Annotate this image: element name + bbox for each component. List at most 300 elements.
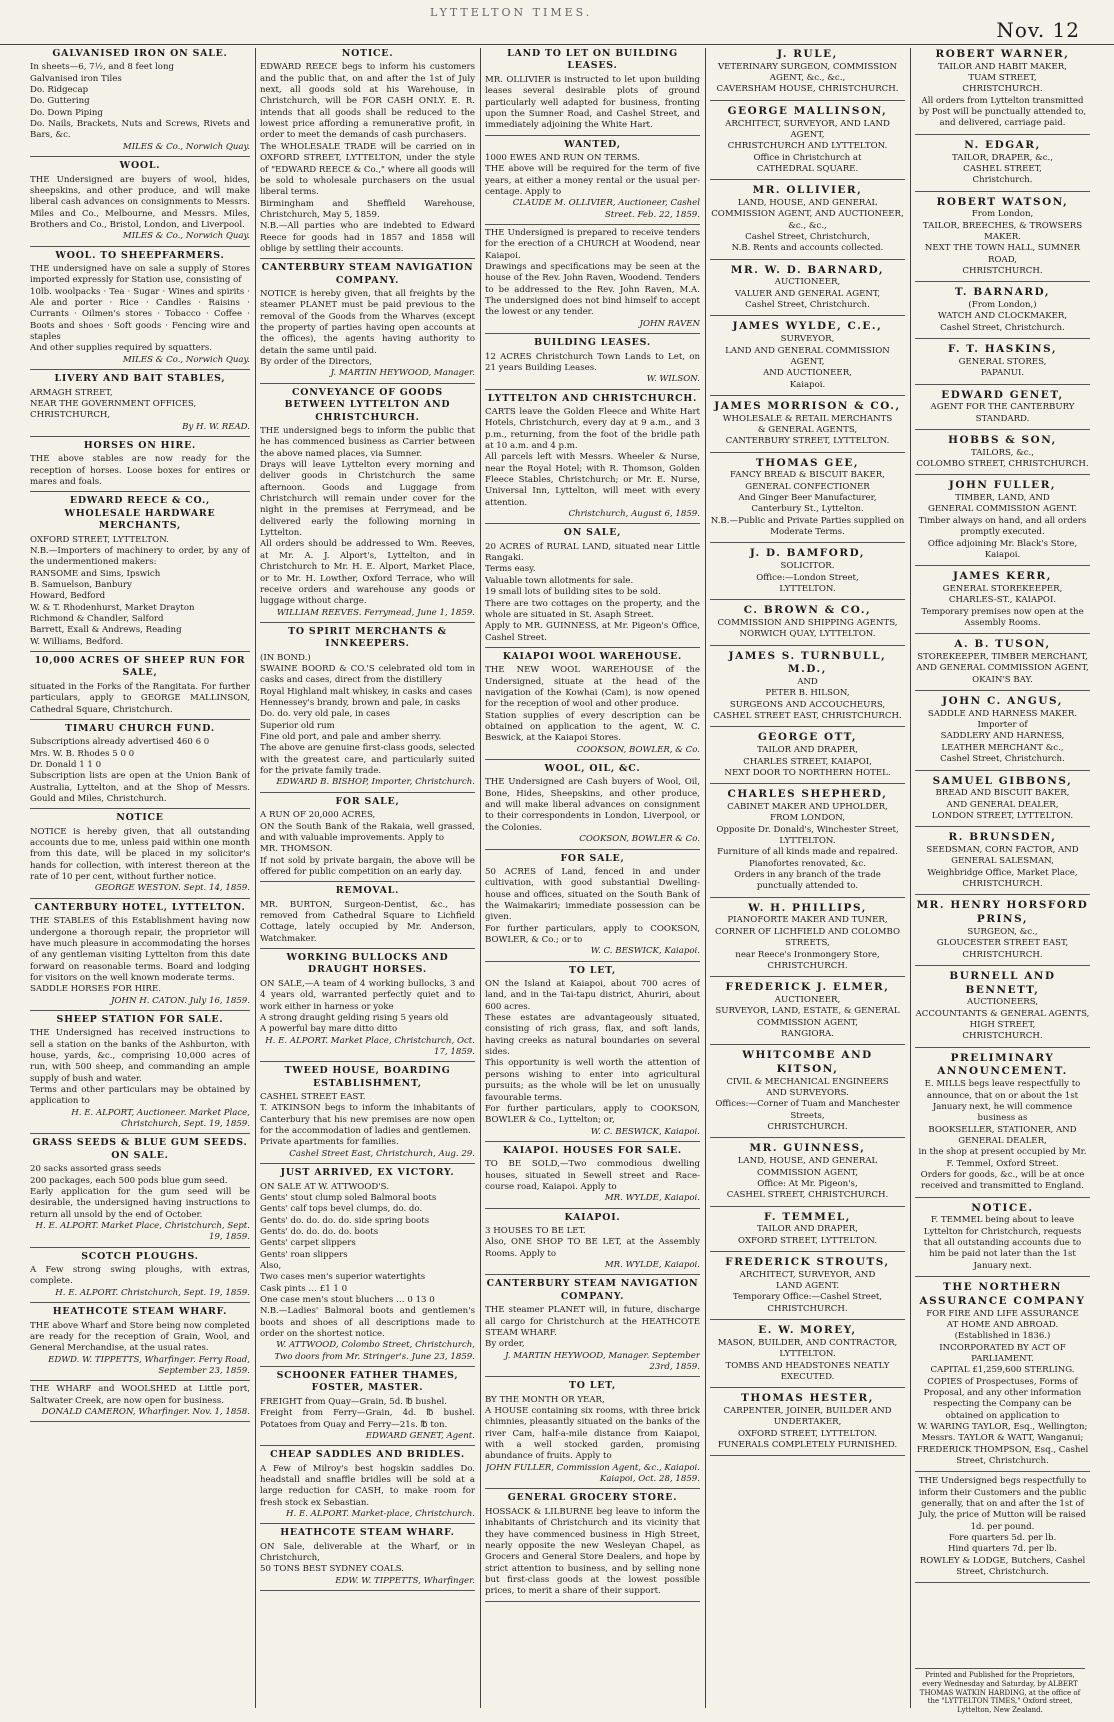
advertisement: [30, 902, 250, 1011]
ad-heading: TWEED HOUSE, BOARDING ESTABLISHMENT,: [284, 1065, 451, 1089]
ad-text: MR. BURTON, Surgeon-Dentist, &c., has removed from Cathedral Square to Lichfield Cottage, lately occupied by Mr. Anderson, Watchmaker.: [260, 899, 475, 944]
ad-heading: LIVERY AND BAIT STABLES,: [54, 373, 226, 385]
card-text: MAKER.: [984, 231, 1021, 242]
ad-text: Do. Nails, Brackets, Nuts and Screws, Rivets and Bars, &c.: [30, 119, 250, 141]
ad-signature: MR. WYLDE, Kaiapoi.: [604, 1260, 700, 1271]
business-card: [710, 547, 905, 600]
business-card: [915, 286, 1090, 339]
card-text: AUCTIONEER,: [774, 277, 841, 288]
card-text: CHRISTCHURCH.: [962, 949, 1043, 960]
ad-signature: H. E. ALPORT. Market-place, Christchurch.: [285, 1509, 475, 1520]
card-name: JOHN FULLER,: [948, 479, 1057, 492]
ad-heading: KAIAPOI WOOL WAREHOUSE.: [502, 650, 683, 662]
card-text: CASHEL STREET,: [963, 163, 1042, 174]
business-card: [710, 457, 905, 544]
ad-heading: JUST ARRIVED, EX VICTORY.: [280, 1167, 455, 1179]
card-text: SURGEON, &c.,: [967, 926, 1038, 937]
ad-text: 20 ACRES of RURAL LAND, situated near Little Rangaki.: [485, 541, 700, 564]
ad-text: And other supplies required by squatters.: [30, 343, 213, 354]
business-card: [710, 320, 905, 395]
ad-text: Dr. Donald 1 1 0: [30, 759, 102, 770]
card-text: COPIES of Prospectuses, Forms of Proposal, and any other information respecting the Company can be obtained on application to: [923, 1376, 1082, 1421]
card-text: Temporary premises now open at the Assembly Rooms.: [921, 606, 1084, 628]
card-text: UNDERTAKER,: [773, 1417, 842, 1428]
advertisement: [30, 48, 250, 157]
card-text: F. TEMMEL being about to leave Lyttelton for Christchurch, requests that all outstanding accounts due to him be paid not later than the 1st January next.: [923, 1215, 1082, 1271]
card-text: Fore quarters 5d. per lb.: [948, 1533, 1057, 1544]
ad-heading: LAND TO LET ON BUILDING LEASES.: [507, 48, 678, 72]
card-text: CHRISTCHURCH.: [962, 879, 1043, 890]
ad-text: Gents' roan slippers: [260, 1249, 348, 1260]
ad-signature: MILES & Co., Norwich Quay.: [122, 141, 250, 152]
business-card: [915, 1052, 1090, 1198]
ad-signature: Christchurch, August 6, 1859.: [568, 509, 700, 520]
card-name: FREDERICK STROUTS,: [725, 1256, 890, 1269]
ad-text: Howard, Bedford: [30, 591, 106, 602]
card-text: Office adjoining Mr. Black's Store, Kaiapoi.: [927, 538, 1078, 560]
ad-text: 50 ACRES of Land, fenced in and under cultivation, with good substantial Dwelling-house and offices, situated on the South Bank of the Waimakariri; immediate possession can be given.: [485, 866, 700, 923]
card-text: SURVEYOR, LAND, ESTATE, & GENERAL: [715, 1006, 900, 1017]
card-text: CHRISTCHURCH.: [962, 266, 1043, 277]
card-text: Messrs. TAYLOR & WATT, Wanganui;: [921, 1433, 1084, 1444]
ad-signature: By H. W. READ.: [182, 421, 250, 432]
card-text: WATCH AND CLOCKMAKER,: [937, 311, 1068, 322]
business-card: [915, 695, 1090, 770]
card-name: R. BRUNSDEN,: [948, 831, 1057, 844]
ad-heading: SCOTCH PLOUGHS.: [81, 1250, 199, 1262]
advertisement: [30, 655, 250, 720]
ad-text: A powerful bay mare ditto ditto: [260, 1024, 398, 1035]
ad-text: THE undersigned have on sale a supply of Stores imported expressly for Station use, consisting of: [30, 264, 250, 286]
advertisement: [30, 1251, 250, 1303]
business-card: [710, 1256, 905, 1320]
card-text: SURVEYOR,: [780, 334, 835, 345]
card-text: SOLICITOR.: [780, 561, 835, 572]
card-text: Timber always on hand, and all orders promptly executed.: [918, 515, 1087, 538]
ad-text: THE NEW WOOL WAREHOUSE of the Undersigned, situate at the head of the navigation of the Kowhai (Cam), is now opened for the reception of wool and other produce.: [485, 665, 700, 710]
card-text: CASHEL STREET, CHRISTCHURCH.: [726, 1190, 889, 1201]
advertisement: [260, 1449, 475, 1524]
business-card: [915, 899, 1090, 966]
advertisement: [30, 160, 250, 246]
ad-text: One case men's stout bluchers … 0 13 0: [260, 1295, 435, 1305]
business-card: [915, 139, 1090, 192]
ad-text: Gents' carpet slippers: [260, 1238, 356, 1249]
business-card: [915, 343, 1090, 384]
business-card: [915, 638, 1090, 691]
ad-text: 50 TONS BEST SYDNEY COALS.: [260, 1564, 405, 1575]
ad-text: situated in the Forks of the Rangitata. For further particulars, apply to GEORGE MALLINSON, Cathedral Square, Christchurch.: [30, 681, 250, 715]
ad-signature: J. MARTIN HEYWOOD, Manager.: [330, 368, 475, 379]
ad-text: NOTICE is hereby given, that all outstanding accounts due to me, unless paid within one month from this date, will be placed in my solicitor's hands for collection, with interest thereon at the rate of 10 per cent, without further notice.: [30, 826, 250, 883]
ad-heading: WOOL, OIL, &C.: [544, 763, 641, 775]
business-card: [710, 184, 905, 259]
card-text: CASHEL STREET EAST, CHRISTCHURCH.: [713, 711, 902, 722]
card-text: INCORPORATED BY ACT OF PARLIAMENT.: [939, 1342, 1066, 1364]
ad-text: Do. Down Piping: [30, 107, 103, 118]
ad-signature: EDWD. W. TIPPETTS, Wharfinger. Ferry Road, September 23, 1859.: [48, 1354, 250, 1376]
card-name: F. T. HASKINS,: [947, 343, 1058, 356]
ad-text: THE undersigned begs to inform the public that he has commenced business as Carrier between the above named places, via Sumner.: [260, 426, 475, 459]
ad-text: ON SALE AT W. ATTWOOD'S.: [260, 1181, 389, 1192]
ad-text: NEAR THE GOVERNMENT OFFICES,: [30, 398, 197, 409]
card-text: Importer of: [977, 720, 1028, 731]
ad-signature: W. ATTWOOD, Colombo Street, Christchurch, Two doors from Mr. Stringer's. June 23, 1859.: [274, 1340, 475, 1362]
ad-text: TO BE SOLD,—Two commodious dwelling houses, situated in Sewell street and Race-course road, Kaiapoi. Apply to: [485, 1159, 700, 1192]
card-name: MR. OLLIVIER,: [752, 184, 863, 197]
card-text: NEXT DOOR TO NORTHERN HOTEL.: [724, 767, 891, 778]
ad-text: Station supplies of every description can be obtained on application to the agent, W. C. Beswick, at the Kaiapoi Stores.: [485, 710, 700, 744]
advertisement: [260, 952, 475, 1062]
card-name: BURNELL AND BENNETT,: [949, 969, 1056, 996]
ad-text: Also,: [260, 1260, 282, 1271]
card-name: MR. GUINNESS,: [749, 1142, 866, 1155]
card-text: FREDERICK THOMPSON, Esq., Cashel Street, Christchurch.: [916, 1444, 1089, 1467]
business-card: [915, 1202, 1090, 1277]
card-text: (From London,): [968, 300, 1037, 311]
advertisement: [260, 387, 475, 623]
business-card: [710, 1324, 905, 1388]
ad-text: In sheets—6, 7½, and 8 feet long: [30, 62, 175, 73]
ad-signature: W. WILSON.: [646, 374, 700, 385]
ad-text: N.B.—Importers of machinery to order, by any of the undermentioned makers:: [30, 545, 250, 568]
ad-heading: KAIAPOI. HOUSES FOR SALE.: [503, 1144, 682, 1156]
card-text: PETER B. HILSON,: [765, 688, 850, 699]
card-text: HIGH STREET,: [969, 1020, 1036, 1031]
card-text: TAILOR AND HABIT MAKER,: [938, 61, 1067, 72]
advertisement: [30, 1384, 250, 1422]
ad-text: ARMAGH STREET,: [30, 387, 113, 398]
card-text: GENERAL COMMISSION AGENT.: [927, 504, 1078, 515]
card-text: COMMISSION AND SHIPPING AGENTS,: [717, 617, 898, 628]
ad-heading: HEATHCOTE STEAM WHARF.: [280, 1527, 455, 1539]
card-text: NORWICH QUAY, LYTTELTON.: [739, 629, 876, 640]
ad-text: ON SALE,—A team of 4 working bullocks, 3 and 4 years old, warranted perfectly quiet and to work either in harness or yoke: [260, 978, 475, 1012]
business-card: [915, 196, 1090, 283]
card-text: near Reece's Ironmongery Store,: [735, 949, 880, 960]
ad-text: Richmond & Chandler, Salford: [30, 613, 164, 624]
card-name: PRELIMINARY ANNOUNCEMENT.: [937, 1051, 1068, 1078]
card-text: OXFORD STREET, LYTTELTON.: [738, 1235, 877, 1246]
card-text: GENERAL CONFECTIONER: [745, 481, 870, 492]
advertisement: [30, 1137, 250, 1247]
ad-text: A Few strong swing ploughs, with extras, complete.: [30, 1265, 250, 1287]
ad-heading: NOTICE: [116, 812, 164, 824]
card-text: CHRISTCHURCH.: [767, 1303, 848, 1314]
card-text: Office:—London Street,: [756, 572, 859, 583]
ad-text: Superior old rum: [260, 720, 335, 731]
ad-text: W. & T. Rhodenhurst, Market Drayton: [30, 602, 195, 613]
ad-text: CHRISTCHURCH,: [30, 410, 111, 421]
column-4-business-cards: [710, 48, 905, 1708]
card-text: LYTTELTON.: [779, 1349, 836, 1360]
card-text: NEXT THE TOWN HALL, SUMNER ROAD,: [924, 243, 1081, 265]
ad-text: All parcels left with Messrs. Wheeler & Nurse, near the Royal Hotel; with R. Thomson, Golden Fleece Stables, Christchurch; or Mr. E. Nurse, Universal Inn, Lyttelton, will meet with every attention.: [485, 452, 700, 508]
card-name: HOBBS & SON,: [948, 433, 1057, 446]
ad-text: For further particulars, apply to COOKSON, BOWLER, & Co.; or to: [485, 923, 700, 945]
card-text: OKAIN'S BAY.: [972, 674, 1033, 685]
card-name: JAMES S. TURNBULL, M.D.,: [728, 649, 887, 676]
business-card: [710, 48, 905, 101]
card-text: LAND AGENT.: [775, 1281, 840, 1292]
ad-text: A RUN OF 20,000 ACRES,: [260, 810, 376, 821]
ad-text: ON the Island at Kaiapoi, about 700 acres of land, and in the Tai-tapu district, Ahuriri, about 600 acres.: [485, 979, 700, 1012]
ad-signature: WILLIAM REEVES. Ferrymead, June 1, 1859.: [276, 607, 475, 618]
card-text: LAND, HOUSE, AND GENERAL: [737, 197, 878, 208]
ad-signature: CLAUDE M. OLLIVIER, Auctioneer, Cashel Street. Feb. 22, 1859.: [512, 198, 700, 220]
ad-text: Birmingham and Sheffield Warehouse, Christchurch, May 5, 1859.: [260, 198, 475, 220]
ad-text: Hennessey's brandy, brown and pale, in casks: [260, 698, 461, 709]
card-text: LYTTELTON.: [779, 836, 836, 847]
card-text: AND SURVEYORS.: [766, 1088, 849, 1099]
card-text: TAILORS, &c.,: [970, 447, 1035, 458]
card-name: T. BARNARD,: [954, 286, 1051, 299]
card-text: Office in Christchurch at: [753, 152, 862, 163]
business-card: [710, 1049, 905, 1138]
card-text: Cashel Street, Christchurch.: [745, 300, 870, 311]
card-text: LAND, HOUSE, AND GENERAL: [737, 1156, 878, 1167]
imprint-footer: Printed and Published for the Proprietors, every Wednesday and Saturday, by ALBERT THOMAS WATKIN HARDING, at the office of the "LYTTELTON TIMES," Oxford street, Lyttelton, New Zealand.: [915, 1668, 1085, 1715]
advertisement: [30, 723, 250, 809]
advertisement: [485, 763, 700, 849]
ad-text: Freight from Ferry—Grain, 4d. ℔ bushel. Potatoes from Quay and Ferry—21s. ℔ ton.: [260, 1408, 475, 1430]
card-text: TAILOR AND DRAPER,: [757, 745, 858, 756]
ad-text: T. ATKINSON begs to inform the inhabitants of Canterbury that his new premises are now open for the accommodation of ladies and gentlemen.: [260, 1103, 475, 1137]
card-text: CHRISTCHURCH.: [767, 960, 848, 971]
card-text: Office: At Mr. Pigeon's,: [757, 1178, 858, 1189]
advertisement: [260, 1065, 475, 1164]
card-text: Hind quarters 7d. per lb.: [948, 1544, 1057, 1555]
business-card: [710, 902, 905, 977]
business-card: [915, 831, 1090, 895]
business-card: [710, 1211, 905, 1252]
business-card: [915, 1281, 1090, 1472]
ad-heading: TO LET,: [569, 964, 616, 976]
ad-text: THE WHARF and WOOLSHED at Little port, Saltwater Creek, are now open for business.: [30, 1384, 250, 1406]
card-name: THOMAS GEE,: [755, 456, 860, 469]
card-name: JAMES WYLDE, C.E.,: [732, 320, 883, 333]
advertisement: [260, 48, 475, 259]
advertisement: [260, 796, 475, 882]
card-text: LONDON STREET, LYTTELTON.: [931, 810, 1074, 821]
card-text: Furniture of all kinds made and repaired.: [717, 847, 898, 858]
ad-signature: W. C. BESWICK, Kaiapoi.: [590, 1126, 700, 1137]
card-text: E. MILLS begs leave respectfully to announce, that on or about the 1st January next, he will commence business as: [924, 1079, 1081, 1124]
card-text: AND GENERAL COMMISSION AGENT,: [916, 663, 1089, 674]
ad-text: A strong draught gelding rising 5 years old: [260, 1012, 449, 1023]
card-text: CHARLES STREET, KAIAPOI,: [743, 756, 872, 767]
card-text: & GENERAL AGENTS,: [757, 424, 858, 435]
ad-heading: LYTTELTON AND CHRISTCHURCH.: [487, 392, 698, 404]
ad-heading: WOOL. TO SHEEPFARMERS.: [55, 249, 225, 261]
business-card: [915, 389, 1090, 430]
card-text: CAPITAL £1,259,600 STERLING.: [930, 1365, 1075, 1376]
card-text: ROWLEY & LODGE, Butchers, Cashel Street, Christchurch.: [919, 1555, 1086, 1578]
card-text: CHRISTCHURCH AND LYTTELTON.: [727, 141, 888, 152]
business-card: [915, 479, 1090, 566]
ad-heading: TIMARU CHURCH FUND.: [65, 722, 215, 734]
advertisement: [260, 626, 475, 793]
ad-text: 10lb. woolpacks · Tea · Sugar · Wines and spirits · Ale and porter · Rice · Candles · Raisins · Currants · Oilmen's stores · Tobacco · Coffee · Boots and shoes · Soft goods · Fencing wire and staples: [30, 286, 250, 343]
ad-heading: GALVANISED IRON ON SALE.: [52, 48, 228, 59]
ad-text: RANSOME and Sims, Ipswich: [30, 568, 161, 579]
card-name: F. TEMMEL,: [763, 1210, 852, 1223]
card-text: From London,: [971, 209, 1034, 220]
ad-signature: MR. WYLDE, Kaiapoi.: [604, 1193, 700, 1204]
business-card: [710, 1392, 905, 1456]
card-text: Opposite Dr. Donald's, Winchester Street,: [716, 824, 899, 835]
card-name: E. W. MOREY,: [758, 1324, 857, 1337]
ad-text: Early application for the gum seed will be desirable, the undersigned having instructions to return all unsold by the end of October.: [30, 1186, 250, 1220]
card-text: FROM LONDON,: [770, 813, 845, 824]
card-text: in the shop at present occupied by Mr. F. Temmel, Oxford Street.: [918, 1147, 1087, 1169]
ad-text: Drays will leave Lyttelton every morning and deliver goods in Christchurch the same afternoon. Goods and Luggage from Christchurch will remain under cover for the night in the premises at Ferrymead, and be delivered early the following morning in Lyttelton.: [260, 460, 475, 539]
ad-text: 200 packages, each 500 pods blue gum seed.: [30, 1175, 228, 1186]
advertisement: [260, 1527, 475, 1591]
card-text: TAILOR AND DRAPER,: [757, 1224, 858, 1235]
ad-heading: ON SALE,: [563, 527, 622, 539]
card-text: AND: [797, 677, 818, 688]
ad-heading: NOTICE.: [341, 48, 394, 59]
ad-text: These estates are advantageously situated, consisting of rich grass, flax, and soft lands, having creeks as natural boundaries on several sides.: [485, 1013, 700, 1058]
ad-text: CARTS leave the Golden Fleece and White Hart Hotels, Christchurch, every day at 9 a.m., and 3 p.m., returning, from the foot of the bridle path at 10 a.m. and 4 p.m.: [485, 406, 700, 451]
business-card: [915, 434, 1090, 475]
card-text: CIVIL & MECHANICAL ENGINEERS: [726, 1076, 889, 1087]
card-text: CORNER OF LICHFIELD AND COLOMBO STREETS,: [715, 926, 900, 949]
ad-signature: JOHN H. CATON. July 16, 1859.: [110, 995, 250, 1006]
card-text: STOREKEEPER, TIMBER MERCHANT,: [917, 652, 1088, 663]
ad-signature: H. E. ALPORT. Market Place, Christchurch, Sept. 19, 1859.: [35, 1220, 250, 1243]
ad-text: EDWARD REECE begs to inform his customers and the public that, on and after the 1st of July next, all goods sold at his Warehouse, in Christchurch, will be FOR CASH ONLY. E. R. intends that all goods shall be reduced to the lowest price affording a remunerative profit, in order to meet the demands of cash purchasers.: [260, 62, 475, 141]
card-name: ROBERT WATSON,: [936, 195, 1069, 208]
advertisement: [30, 812, 250, 898]
card-name: CHARLES SHEPHERD,: [727, 788, 888, 801]
ad-text: MR. THOMSON.: [260, 844, 333, 855]
card-name: ROBERT WARNER,: [935, 48, 1070, 60]
ad-text: By order,: [485, 1339, 525, 1350]
card-text: THE Undersigned begs respectfully to inform their Customers and the public generally, that on and after the 1st of July, the price of Mutton will be raised 1d. per pound.: [918, 1476, 1087, 1532]
ad-text: 3 HOUSES TO BE LET.: [485, 1226, 586, 1237]
card-text: (Established in 1836.): [954, 1331, 1051, 1342]
card-text: BREAD AND BISCUIT BAKER,: [935, 788, 1070, 799]
card-text: AUCTIONEERS,: [966, 997, 1039, 1008]
ad-text: THE Undersigned has received instructions to sell a station on the banks of the Ashburton, with house, yards, &c., comprising 10,000 acres of run, with 500 sheep, and commanding an ample supply of bush and water.: [30, 1028, 250, 1084]
card-text: CHRISTCHURCH.: [962, 84, 1043, 95]
advertisement: [485, 965, 700, 1142]
ad-text: CASHEL STREET EAST.: [260, 1092, 366, 1103]
card-text: TAILOR, BREECHES, & TROWSERS: [922, 220, 1083, 231]
card-text: Cashel Street, Christchurch,: [745, 231, 870, 242]
card-name: MR. W. D. BARNARD,: [730, 263, 885, 276]
ad-heading: WANTED,: [564, 138, 621, 150]
ad-text: A HOUSE containing six rooms, with three brick chimnies, pleasantly situated on the banks of the river Cam, half-a-mile distance from Kaiapoi, with a well stocked garden, promising abundance of fruits. Apply to: [485, 1406, 700, 1462]
ad-text: 19 small lots of building sites to be sold.: [485, 587, 661, 598]
card-name: W. H. PHILLIPS,: [748, 901, 867, 914]
card-text: SURGEONS AND ACCOUCHEURS,: [729, 699, 886, 710]
advertisement: [485, 1212, 700, 1276]
ad-text: Gents' stout clump soled Balmoral boots: [260, 1192, 437, 1203]
card-name: FREDERICK J. ELMER,: [725, 981, 890, 994]
card-text: COMMISSION AGENT, AND AUCTIONEER, &c., &c.,: [711, 209, 904, 231]
card-text: BOOKSELLER, STATIONER, AND GENERAL DEALER,: [928, 1124, 1077, 1146]
ad-text: N.B.—All parties who are indebted to Edward Reece for goods had in 1857 and 1858 will oblige by settling their accounts.: [260, 221, 475, 254]
card-text: AT HOME AND ABROAD.: [946, 1319, 1059, 1330]
ad-signature: DONALD CAMERON, Wharfinger. Nov. 1, 1858.: [41, 1406, 250, 1417]
card-text: FANCY BREAD & BISCUIT BAKER,: [730, 470, 885, 481]
column-5-business-cards: [915, 48, 1090, 1708]
ad-text: Terms easy.: [485, 564, 536, 575]
ad-text: BY THE MONTH OR YEAR,: [485, 1394, 605, 1405]
ad-heading: HEATHCOTE STEAM WHARF.: [52, 1306, 228, 1318]
ad-heading: EDWARD REECE & CO., WHOLESALE HARDWARE MERCHANTS,: [64, 495, 216, 532]
card-text: ARCHITECT, SURVEYOR, AND LAND AGENT,: [725, 118, 890, 140]
card-text: GLOUCESTER STREET EAST,: [936, 938, 1069, 949]
card-text: W. WARING TAYLOR, Esq., Wellington;: [917, 1422, 1088, 1432]
card-text: Weighbridge Office, Market Place,: [927, 867, 1078, 878]
card-text: GENERAL SALESMAN,: [951, 856, 1054, 867]
card-text: CANTERBURY STREET, LYTTELTON.: [725, 436, 890, 447]
ad-text: Mrs. W. B. Rhodes 5 0 0: [30, 748, 135, 759]
ad-heading: WORKING BULLOCKS AND DRAUGHT HORSES.: [286, 952, 449, 976]
card-text: Christchurch.: [972, 175, 1033, 186]
ad-text: FREIGHT from Quay—Grain, 5d. ℔ bushel.: [260, 1396, 448, 1407]
business-card: [710, 731, 905, 784]
ad-text: Barrett, Exall & Andrews, Reading: [30, 625, 182, 636]
ad-signature: H. E. ALPORT, Auctioneer. Market Place, Christchurch, Sept. 19, 1859.: [71, 1107, 250, 1130]
card-name: MR. HENRY HORSFORD PRINS,: [916, 899, 1089, 926]
ad-signature: EDWARD GENET, Agent.: [365, 1430, 475, 1441]
card-text: TUAM STREET,: [968, 73, 1037, 84]
card-text: WHOLESALE & RETAIL MERCHANTS: [722, 413, 893, 424]
ad-text: B. Samuelson, Banbury: [30, 579, 132, 590]
business-card: [915, 970, 1090, 1048]
card-text: Cashel Street, Christchurch.: [940, 322, 1065, 333]
ad-text: 12 ACRES Christchurch Town Lands to Let, on 21 years Building Leases.: [485, 351, 700, 373]
ad-text: There are two cottages on the property, and the whole are situated in St. Asaph Street.: [485, 598, 700, 620]
advertisement: [485, 651, 700, 760]
card-text: Canterbury St., Lyttelton.: [751, 504, 864, 515]
ad-heading: REMOVAL.: [335, 885, 400, 897]
ad-text: Do. Guttering: [30, 96, 90, 107]
ad-text: Two cases men's superior watertights: [260, 1272, 426, 1283]
business-card: [710, 788, 905, 897]
advertisement: [30, 1014, 250, 1135]
advertisement: [485, 1380, 700, 1489]
ad-text: Gents' do. do. do. do. side spring boots: [260, 1215, 430, 1226]
ad-signature: Cashel Street East, Christchurch, Aug. 29.: [289, 1148, 475, 1159]
card-name: N. EDGAR,: [964, 138, 1041, 151]
ad-text: 1000 EWES AND RUN ON TERMS.: [485, 152, 640, 163]
page-date: Nov. 12: [996, 18, 1080, 42]
ad-text: SADDLE HORSES FOR HIRE.: [30, 984, 161, 995]
card-name: SAMUEL GIBBONS,: [932, 774, 1073, 787]
business-card: [710, 604, 905, 645]
advertisement: [485, 139, 700, 225]
business-card: [710, 264, 905, 317]
business-card: [915, 48, 1090, 135]
card-text: Orders for goods, &c., will be at once received and transmitted to England.: [920, 1169, 1085, 1192]
card-text: LAND AND GENERAL COMMISSION AGENT,: [725, 345, 890, 367]
ad-heading: BUILDING LEASES.: [534, 337, 651, 349]
ad-heading: CANTERBURY STEAM NAVIGATION COMPANY.: [261, 262, 474, 286]
ad-signature: JOHN FULLER, Commission Agent, &c., Kaiapoi. Kaiapoi, Oct. 28, 1859.: [485, 1462, 700, 1485]
ad-text: Fine old port, and pale and amber sherry.: [260, 732, 442, 743]
card-text: CARPENTER, JOINER, BUILDER AND: [723, 1405, 892, 1416]
card-text: CHRISTCHURCH.: [767, 1122, 848, 1133]
advertisement: [30, 495, 250, 652]
ad-text: Subscriptions already advertised 460 6 0: [30, 737, 210, 748]
ad-signature: EDW. W. TIPPETTS, Wharfinger.: [335, 1575, 475, 1586]
